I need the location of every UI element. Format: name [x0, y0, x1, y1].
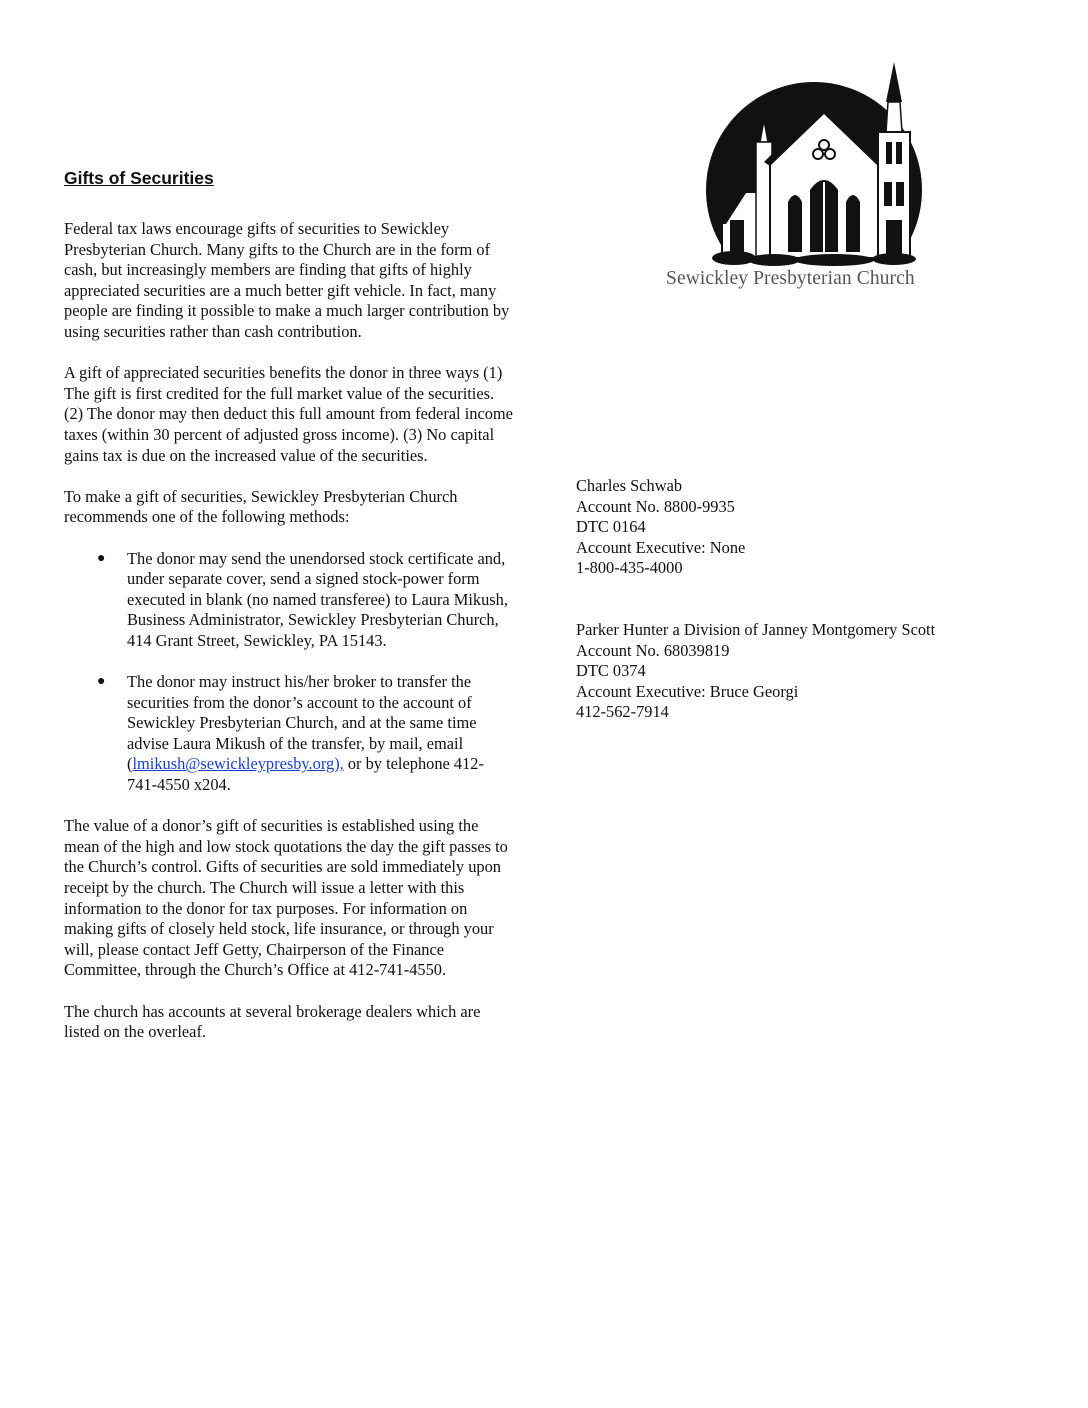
bullet-icon: ●: [97, 674, 106, 690]
methods-intro-paragraph: To make a gift of securities, Sewickley Presbyterian Church recommends one of the following methods:: [64, 486, 458, 527]
dtc-number: DTC 0164: [576, 517, 646, 537]
bullet-icon: ●: [97, 550, 106, 566]
main-text-column: [64, 166, 516, 1063]
accounts-column: [576, 476, 1056, 764]
phone-number: 412-562-7914: [576, 702, 669, 722]
methods-list: [64, 549, 516, 796]
account-executive: Account Executive: Bruce Georgi: [576, 681, 799, 701]
method-broker-phone-text: or by telephone 412-741-4550 x204.: [127, 754, 484, 795]
account-number: Account No. 8800-9935: [576, 496, 735, 516]
account-executive: Account Executive: None: [576, 537, 746, 557]
dtc-number: DTC 0374: [576, 661, 646, 681]
broker-name: Charles Schwab: [576, 476, 683, 495]
method-broker-transfer: [127, 672, 484, 794]
account-block-schwab: [576, 476, 1056, 579]
page-title: Gifts of Securities: [64, 168, 214, 188]
accounts-note-paragraph: The church has accounts at several brokerage dealers which are listed on the overleaf.: [64, 1001, 481, 1042]
method-broker-text: The donor may instruct his/her broker to transfer the securities from the donor’s account to the account of Sewickley Presbyterian Church, and at the same time advise Laura Mikush of the transfer, by mail, email (: [127, 672, 477, 774]
church-logo: [664, 62, 936, 294]
list-item: [97, 672, 511, 796]
list-item: [97, 548, 511, 652]
email-link[interactable]: lmikush@sewickleypresby.org),: [132, 754, 344, 774]
account-number: Account No. 68039819: [576, 640, 730, 660]
logo-caption: Sewickley Presbyterian Church: [666, 268, 915, 289]
account-block-parker-hunter: [576, 620, 1056, 723]
benefits-paragraph: A gift of appreciated securities benefits the donor in three ways (1) The gift is first credited for the full market value of the securities. (2) The donor may then deduct this full amount from federal income taxes (within 30 percent of adjusted gross income). (3) No capital gains tax is due on the increased value of the securities.: [64, 363, 513, 465]
broker-name: Parker Hunter a Division of Janney Montgomery Scott: [576, 619, 936, 639]
intro-paragraph: Federal tax laws encourage gifts of securities to Sewickley Presbyterian Church. Many gifts to the Church are in the form of cash, but increasingly members are finding that gifts of highly appreciated securities are a much better gift vehicle. In fact, many people are finding it possible to make a much larger contribution by using securities rather than cash contribution.: [64, 219, 510, 341]
valuation-paragraph: The value of a donor’s gift of securities is established using the mean of the high and low stock quotations the day the gift passes to the Church’s control. Gifts of securities are sold immediately upon receipt by the church. The Church will issue a letter with this information to the donor for tax purposes. For information on making gifts of closely held stock, life insurance, or through your will, please contact Jeff Getty, Chairperson of the Finance Committee, through the Church’s Office at 412-741-4550.: [64, 816, 508, 980]
method-send-certificate: The donor may send the unendorsed stock certificate and, under separate cover, send a signed stock-power form executed in blank (no named transferee) to Laura Mikush, Business Administrator, Sewickley Presbyterian Church, 414 Grant Street, Sewickley, PA 15143.: [127, 548, 508, 650]
phone-number: 1-800-435-4000: [576, 558, 683, 578]
